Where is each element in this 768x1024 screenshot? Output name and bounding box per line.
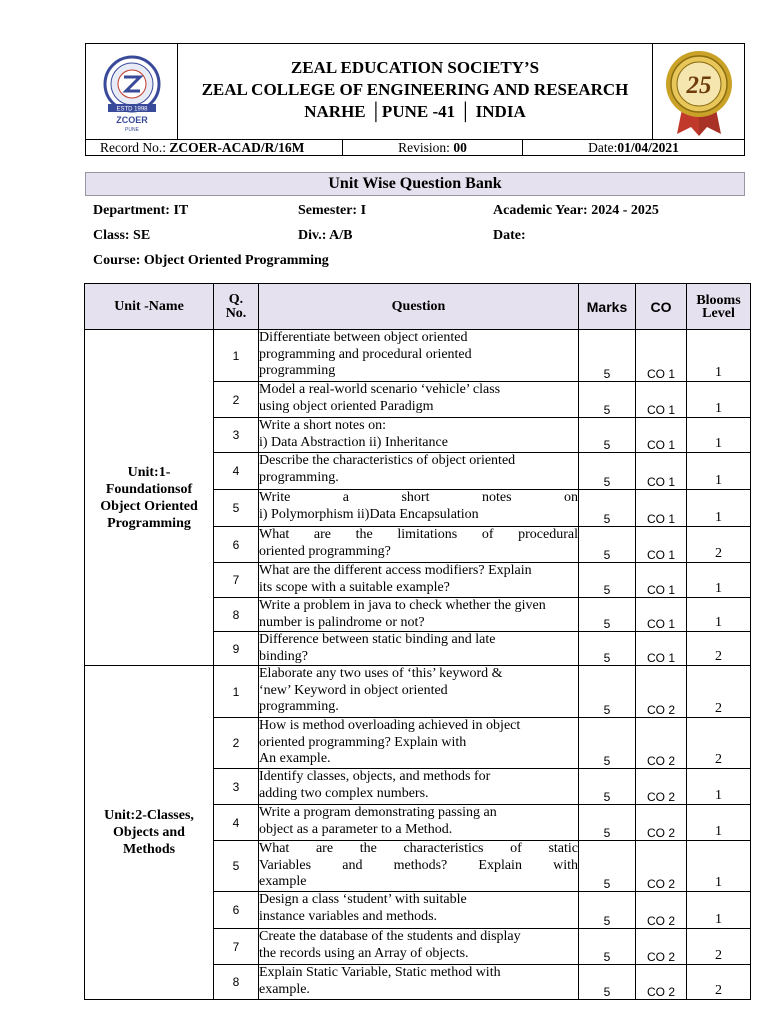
- blooms-level-value: 2: [687, 666, 751, 718]
- marks-value: 5: [579, 382, 636, 418]
- co-value: CO 2: [636, 666, 687, 718]
- record-label: Record No.:: [100, 140, 166, 155]
- co-value: CO 1: [636, 330, 687, 382]
- society-name: ZEAL EDUCATION SOCIETY’S: [290, 58, 540, 77]
- unit-name-line: Unit:1-: [127, 464, 171, 480]
- question-text: [259, 965, 579, 1000]
- question-text: [259, 418, 579, 453]
- question-line: Identify classes, objects, and methods for: [259, 769, 491, 784]
- question-line: the records using an Array of objects.: [259, 945, 469, 961]
- logo-year-text: ESTD 1998: [116, 106, 148, 113]
- marks-value: 5: [579, 929, 636, 965]
- question-number: 5: [214, 841, 259, 892]
- unit-name-line: Methods: [122, 842, 176, 857]
- question-line: oriented programming?: [259, 543, 391, 559]
- anniversary-badge: [652, 44, 744, 139]
- question-line: Explain Static Variable, Static method with: [259, 965, 501, 980]
- marks-value: 5: [579, 527, 636, 563]
- question-line: Write a short notes on:: [259, 418, 386, 433]
- question-number: 7: [214, 563, 259, 598]
- marks-value: 5: [579, 718, 636, 769]
- question-line: Create the database of the students and display: [259, 929, 521, 944]
- question-text: [259, 805, 579, 841]
- question-text: [259, 453, 579, 490]
- blooms-level-value: 1: [687, 563, 751, 598]
- question-number: 6: [214, 527, 259, 563]
- question-line: number is palindrome or not?: [259, 614, 425, 630]
- question-number: 1: [214, 330, 259, 382]
- co-value: CO 1: [636, 527, 687, 563]
- question-line: i) Polymorphism ii)Data Encapsulation: [259, 506, 479, 522]
- question-text: [259, 632, 579, 666]
- marks-value: 5: [579, 892, 636, 929]
- question-number: 8: [214, 598, 259, 632]
- blooms-level-value: 1: [687, 453, 751, 490]
- question-text: [259, 527, 579, 563]
- co-value: CO 2: [636, 805, 687, 841]
- unit-name-line: Programming: [107, 515, 191, 531]
- header-question: Question: [259, 284, 579, 330]
- header-blooms-line1: Blooms: [696, 292, 741, 308]
- marks-value: 5: [579, 666, 636, 718]
- college-logo: [86, 44, 178, 139]
- question-line: Describe the characteristics of object oriented: [259, 453, 516, 468]
- date-info: Date:: [493, 228, 526, 243]
- question-line: example: [259, 874, 307, 889]
- table-row: [85, 330, 751, 382]
- blooms-level-value: 1: [687, 382, 751, 418]
- blooms-level-value: 1: [687, 841, 751, 892]
- table-body: [85, 330, 751, 1000]
- document-header: [85, 43, 745, 156]
- header-qno-line2: No.: [225, 305, 247, 321]
- question-line: What are the different access modifiers? Explain: [259, 563, 532, 578]
- co-value: CO 2: [636, 718, 687, 769]
- marks-value: 5: [579, 598, 636, 632]
- anniversary-badge-icon: [653, 44, 744, 139]
- question-line: programming and procedural oriented: [259, 346, 472, 362]
- question-number: 1: [214, 666, 259, 718]
- blooms-level-value: 2: [687, 527, 751, 563]
- question-text: [259, 598, 579, 632]
- question-number: 3: [214, 418, 259, 453]
- question-number: 4: [214, 453, 259, 490]
- question-line: Write a short notes on: [259, 490, 578, 505]
- question-line: using object oriented Paradigm: [259, 398, 434, 414]
- question-number: 2: [214, 382, 259, 418]
- blooms-level-value: 1: [687, 330, 751, 382]
- co-value: CO 1: [636, 563, 687, 598]
- question-text: [259, 666, 579, 718]
- division-info: Div.: A/B: [298, 228, 353, 243]
- question-number: 6: [214, 892, 259, 929]
- department-info: Department: IT: [93, 203, 189, 218]
- question-number: 9: [214, 632, 259, 666]
- marks-value: 5: [579, 841, 636, 892]
- revision-value: 00: [453, 140, 467, 155]
- unit-name-cell: [85, 666, 214, 1000]
- question-line: What are the characteristics of static: [259, 841, 578, 856]
- question-number: 5: [214, 490, 259, 527]
- question-line: object as a parameter to a Method.: [259, 821, 453, 837]
- semester-info: Semester: I: [298, 203, 367, 218]
- co-value: CO 1: [636, 598, 687, 632]
- record-date: [523, 140, 744, 156]
- question-text: [259, 563, 579, 598]
- question-line: Design a class ‘student’ with suitable: [259, 892, 467, 907]
- header-blooms-line2: Level: [702, 305, 735, 321]
- question-text: [259, 330, 579, 382]
- logo-text: ZCOER: [116, 115, 148, 125]
- blooms-level-value: 2: [687, 929, 751, 965]
- marks-value: 5: [579, 490, 636, 527]
- question-line: Model a real-world scenario ‘vehicle’ class: [259, 382, 501, 397]
- unit-name-cell: [85, 330, 214, 666]
- question-line: Difference between static binding and late: [259, 632, 496, 647]
- unit-name-line: Unit:2-Classes,: [104, 808, 194, 823]
- record-row: [86, 139, 744, 156]
- marks-value: 5: [579, 330, 636, 382]
- question-text: [259, 841, 579, 892]
- college-logo-icon: [86, 44, 177, 139]
- marks-value: 5: [579, 418, 636, 453]
- header-blooms: [687, 284, 751, 330]
- question-line: How is method overloading achieved in object: [259, 718, 521, 733]
- blooms-level-value: 1: [687, 769, 751, 805]
- co-value: CO 2: [636, 892, 687, 929]
- marks-value: 5: [579, 769, 636, 805]
- question-line: adding two complex numbers.: [259, 785, 429, 801]
- unit-name-line: Foundationsof: [105, 481, 193, 497]
- question-number: 7: [214, 929, 259, 965]
- unit-name-line: Object Oriented: [100, 498, 198, 514]
- blooms-level-value: 1: [687, 805, 751, 841]
- question-line: An example.: [259, 751, 331, 766]
- co-value: CO 2: [636, 929, 687, 965]
- question-bank-title: Unit Wise Question Bank: [85, 172, 745, 196]
- marks-value: 5: [579, 563, 636, 598]
- record-number: [86, 140, 343, 156]
- question-line: Differentiate between object oriented: [259, 330, 468, 345]
- question-text: [259, 718, 579, 769]
- question-table: [84, 283, 751, 1000]
- question-line: oriented programming? Explain with: [259, 734, 467, 750]
- question-number: 4: [214, 805, 259, 841]
- revision-label: Revision:: [398, 140, 450, 155]
- question-number: 8: [214, 965, 259, 1000]
- header-qno-line1: Q.: [228, 291, 244, 307]
- revision: [343, 140, 523, 156]
- question-number: 3: [214, 769, 259, 805]
- marks-value: 5: [579, 805, 636, 841]
- question-line: its scope with a suitable example?: [259, 579, 450, 595]
- co-value: CO 1: [636, 632, 687, 666]
- question-text: [259, 929, 579, 965]
- record-value: ZCOER-ACAD/R/16M: [169, 140, 305, 155]
- badge-text: 25: [686, 72, 712, 99]
- co-value: CO 1: [636, 418, 687, 453]
- question-line: programming.: [259, 469, 339, 485]
- marks-value: 5: [579, 453, 636, 490]
- question-line: ‘new’ Keyword in object oriented: [259, 682, 448, 698]
- question-line: Write a program demonstrating passing an: [259, 805, 497, 820]
- blooms-level-value: 2: [687, 718, 751, 769]
- header-marks: Marks: [579, 284, 636, 330]
- question-line: Variables and methods? Explain with: [259, 857, 578, 873]
- date-label: Date:: [588, 140, 618, 155]
- blooms-level-value: 1: [687, 418, 751, 453]
- blooms-level-value: 1: [687, 892, 751, 929]
- table-row: [85, 666, 751, 718]
- question-line: programming.: [259, 699, 339, 714]
- date-value: 01/04/2021: [617, 140, 679, 155]
- question-line: Write a problem in java to check whether the given: [259, 598, 546, 613]
- question-line: i) Data Abstraction ii) Inheritance: [259, 434, 448, 450]
- question-text: [259, 490, 579, 527]
- unit-name-line: Objects and: [113, 825, 185, 840]
- question-text: [259, 892, 579, 929]
- college-name: ZEAL COLLEGE OF ENGINEERING AND RESEARCH: [201, 80, 629, 99]
- academic-year-info: Academic Year: 2024 - 2025: [493, 203, 659, 218]
- header-qno: [214, 284, 259, 330]
- co-value: CO 2: [636, 769, 687, 805]
- question-text: [259, 382, 579, 418]
- question-line: programming: [259, 363, 336, 378]
- question-text: [259, 769, 579, 805]
- logo-subtext: PUNE: [125, 127, 139, 133]
- co-value: CO 2: [636, 841, 687, 892]
- co-value: CO 2: [636, 965, 687, 1000]
- class-info: Class: SE: [93, 228, 151, 243]
- question-line: binding?: [259, 648, 308, 664]
- header-unit-name: Unit -Name: [85, 284, 214, 330]
- blooms-level-value: 2: [687, 965, 751, 1000]
- question-line: example.: [259, 981, 310, 997]
- marks-value: 5: [579, 965, 636, 1000]
- question-line: What are the limitations of procedural: [259, 527, 578, 542]
- question-line: Elaborate any two uses of ‘this’ keyword &: [259, 666, 503, 681]
- question-number: 2: [214, 718, 259, 769]
- header-co: CO: [636, 284, 687, 330]
- blooms-level-value: 2: [687, 632, 751, 666]
- header-titles: [178, 44, 652, 139]
- co-value: CO 1: [636, 453, 687, 490]
- college-location: NARHE │PUNE -41 │ INDIA: [304, 102, 526, 121]
- question-line: instance variables and methods.: [259, 908, 438, 924]
- co-value: CO 1: [636, 490, 687, 527]
- blooms-level-value: 1: [687, 490, 751, 527]
- co-value: CO 1: [636, 382, 687, 418]
- blooms-level-value: 1: [687, 598, 751, 632]
- table-header-row: [85, 284, 751, 330]
- marks-value: 5: [579, 632, 636, 666]
- course-info: Course: Object Oriented Programming: [93, 253, 329, 268]
